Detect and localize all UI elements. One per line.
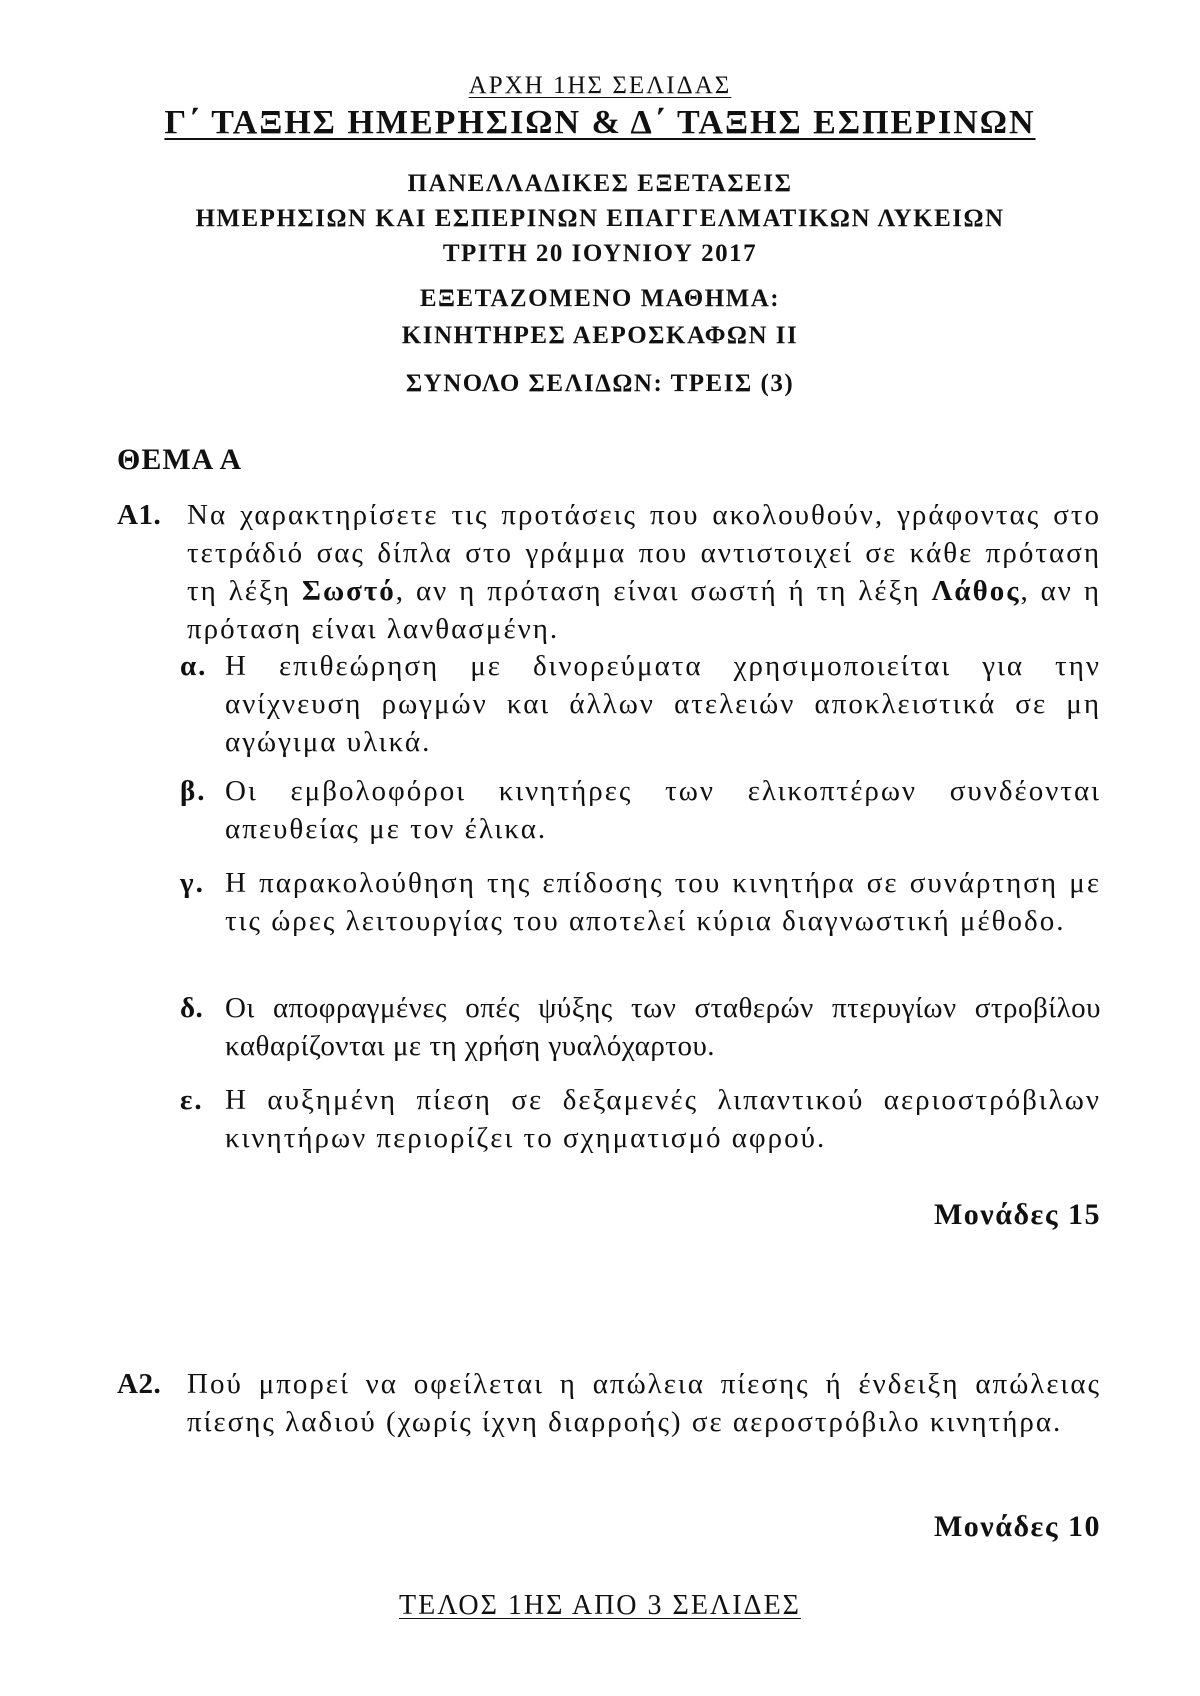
- subject-block: [0, 280, 1200, 354]
- statement-text: Οι αποφραγμένες οπές ψύξης των σταθερών πτερυγίων στροβίλου καθαρίζονται με τη χρήση γυαλόχαρτου.: [225, 992, 1101, 1062]
- question-a2: [117, 1365, 1101, 1441]
- subject-name: ΚΙΝΗΤΗΡΕΣ ΑΕΡΟΣΚΑΦΩΝ ΙΙ: [401, 322, 799, 349]
- statement-c: [180, 864, 1101, 940]
- page-end-text: ΤΕΛΟΣ 1ΗΣ ΑΠΟ 3 ΣΕΛΙΔΕΣ: [399, 1590, 801, 1621]
- question-text: Πού μπορεί να οφείλεται η απώλεια πίεσης ή ένδειξη απώλειας πίεσης λαδιού (χωρίς ίχνη διαρροής) σε αεροστρόβιλο κινητήρα.: [187, 1368, 1101, 1438]
- statement-letter: α.: [180, 650, 208, 682]
- classes-header: [0, 104, 1200, 142]
- exam-block: [0, 166, 1200, 271]
- question-a1: [117, 496, 1101, 648]
- page-start-header: [0, 72, 1200, 100]
- exam-line-2: ΗΜΕΡΗΣΙΩΝ ΚΑΙ ΕΣΠΕΡΙΝΩΝ ΕΠΑΓΓΕΛΜΑΤΙΚΩΝ ΛΥΚΕΙΩΝ: [195, 205, 1005, 232]
- statement-text: Η αυξημένη πίεση σε δεξαμενές λιπαντικού αεριοστρόβιλων κινητήρων περιορίζει το σχηματισμό αφρού.: [225, 1084, 1101, 1154]
- statement-b: [180, 772, 1101, 848]
- subject-label: ΕΞΕΤΑΖΟΜΕΝΟ ΜΑΘΗΜΑ:: [419, 285, 781, 312]
- keyword-wrong: Λάθος: [931, 575, 1021, 607]
- theme-title: ΘΕΜΑ Α: [117, 443, 243, 476]
- exam-line-1: ΠΑΝΕΛΛΑΔΙΚΕΣ ΕΞΕΤΑΣΕΙΣ: [407, 170, 793, 197]
- exam-date: ΤΡΙΤΗ 20 ΙΟΥΝΙΟΥ 2017: [442, 240, 758, 267]
- question-text: Να χαρακτηρίσετε τις προτάσεις που ακολουθούν, γράφοντας στο τετράδιό σας δίπλα στο γράμμα που αντιστοιχεί σε κάθε πρόταση τη λέξη Σωστό, αν η πρόταση είναι σωστή ή τη λέξη Λάθος, αν η πρόταση είναι λανθασμένη.: [187, 499, 1101, 645]
- marks-a1: Μονάδες 15: [933, 1198, 1101, 1231]
- pages-total: ΣΥΝΟΛΟ ΣΕΛΙΔΩΝ: ΤΡΕΙΣ (3): [405, 370, 795, 397]
- keyword-correct: Σωστό: [301, 575, 396, 607]
- marks-a2: Μονάδες 10: [933, 1510, 1101, 1543]
- statement-e: [180, 1081, 1101, 1157]
- statement-a: [180, 647, 1101, 761]
- statement-letter: δ.: [180, 992, 204, 1024]
- statement-text: Οι εμβολοφόροι κινητήρες των ελικοπτέρων συνδέονται απευθείας με τον έλικα.: [225, 775, 1101, 845]
- question-number: Α2.: [117, 1368, 162, 1400]
- page-start-text: ΑΡΧΗ 1ΗΣ ΣΕΛΙΔΑΣ: [468, 72, 732, 99]
- question-number: Α1.: [117, 499, 162, 531]
- statement-d: [180, 989, 1101, 1065]
- statement-text: Η παρακολούθηση της επίδοσης του κινητήρα σε συνάρτηση με τις ώρες λειτουργίας του αποτελεί κύρια διαγνωστική μέθοδο.: [225, 867, 1101, 937]
- statement-letter: β.: [180, 775, 207, 807]
- statement-letter: ε.: [180, 1084, 204, 1116]
- statement-letter: γ.: [180, 867, 205, 899]
- classes-title: Γ΄ ΤΑΞΗΣ ΗΜΕΡΗΣΙΩΝ & Δ΄ ΤΑΞΗΣ ΕΣΠΕΡΙΝΩΝ: [164, 104, 1036, 141]
- statement-text: Η επιθεώρηση με δινορεύματα χρησιμοποιείται για την ανίχνευση ρωγμών και άλλων ατελειών αποκλειστικά σε μη αγώγιμα υλικά.: [225, 650, 1101, 758]
- page-end-footer: [0, 1590, 1200, 1622]
